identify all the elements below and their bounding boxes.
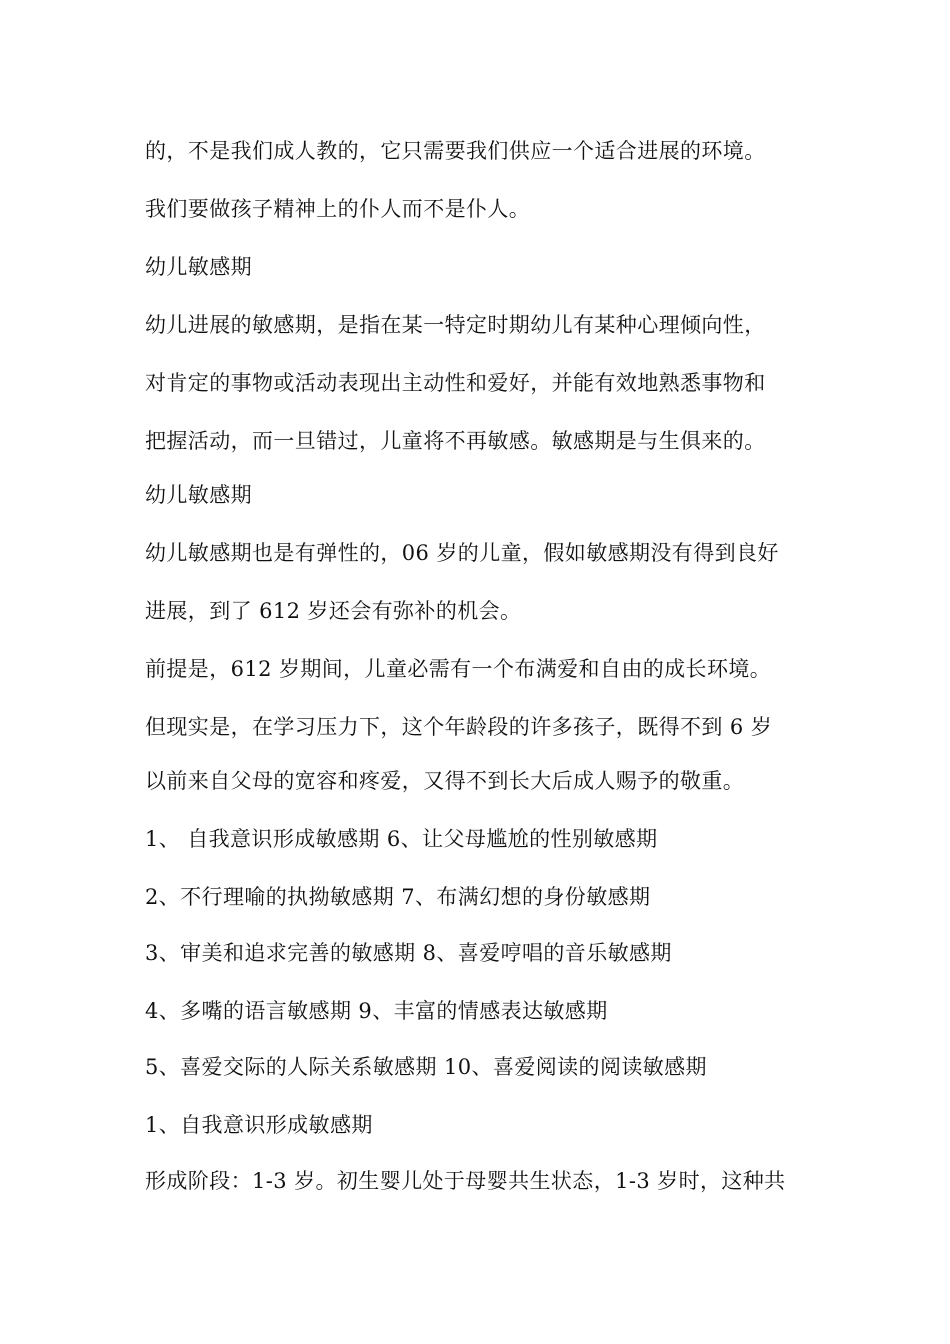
text-line: 但现实是，在学习压力下，这个年龄段的许多孩子，既得不到 6 岁 (145, 715, 773, 739)
list-item: 4、多嘴的语言敏感期 9、丰富的情感表达敏感期 (145, 999, 608, 1023)
text-line: 以前来自父母的宽容和疼爱，又得不到长大后成人赐予的敬重。 (145, 769, 745, 793)
text-line: 我们要做孩子精神上的仆人而不是仆人。 (145, 197, 531, 221)
text-line: 的，不是我们成人教的，它只需要我们供应一个适合进展的环境。 (145, 139, 766, 163)
text-line: 形成阶段：1-3 岁。初生婴儿处于母婴共生状态，1-3 岁时，这种共 (145, 1169, 786, 1193)
list-item: 2、不行理喻的执拗敏感期 7、布满幻想的身份敏感期 (145, 885, 651, 909)
text-line: 幼儿敏感期也是有弹性的，06 岁的儿童，假如敏感期没有得到良好 (145, 541, 779, 565)
text-line: 把握活动，而一旦错过，儿童将不再敏感。敏感期是与生俱来的。 (145, 429, 766, 453)
text-line: 对肯定的事物或活动表现出主动性和爱好，并能有效地熟悉事物和 (145, 371, 766, 395)
list-item: 3、审美和追求完善的敏感期 8、喜爱哼唱的音乐敏感期 (145, 941, 672, 965)
text-line: 前提是，612 岁期间，儿童必需有一个布满爱和自由的成长环境。 (145, 657, 772, 681)
list-item: 1、 自我意识形成敏感期 6、让父母尴尬的性别敏感期 (145, 827, 658, 851)
section-heading: 幼儿敏感期 (145, 483, 252, 507)
list-item: 5、喜爱交际的人际关系敏感期 10、喜爱阅读的阅读敏感期 (145, 1055, 707, 1079)
section-heading: 幼儿敏感期 (145, 255, 252, 279)
text-line: 幼儿进展的敏感期，是指在某一特定时期幼儿有某种心理倾向性， (145, 313, 766, 337)
section-heading: 1、自我意识形成敏感期 (145, 1113, 373, 1137)
text-line: 进展，到了 612 岁还会有弥补的机会。 (145, 599, 522, 623)
